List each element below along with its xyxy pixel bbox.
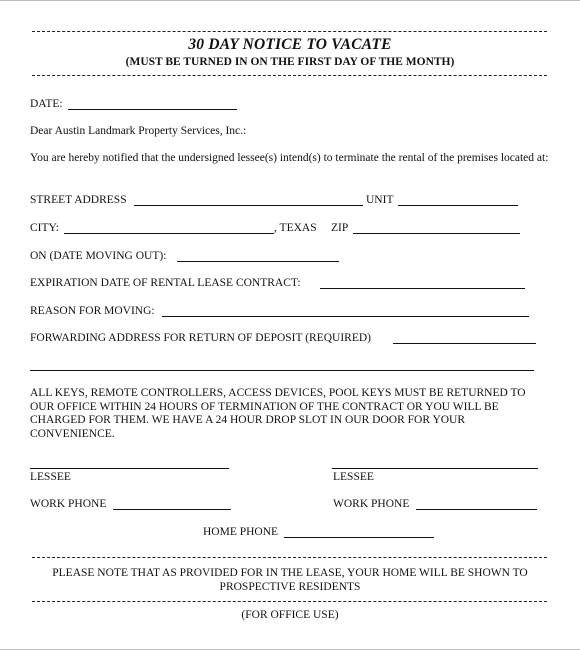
lessee-left-label: LESSEE bbox=[30, 471, 71, 483]
lease-expiration-input-line[interactable] bbox=[320, 288, 525, 289]
date-label: DATE: bbox=[30, 98, 63, 110]
intro-paragraph: You are hereby notified that the undersigned lessee(s) intend(s) to terminate the rental of the premises located at: bbox=[30, 152, 549, 164]
page-top-border bbox=[0, 0, 580, 1]
work-phone-right-input-line[interactable] bbox=[416, 509, 537, 510]
unit-input-line[interactable] bbox=[398, 205, 518, 206]
zip-input-line[interactable] bbox=[353, 233, 520, 234]
lessee-left-signature-line[interactable] bbox=[30, 468, 229, 469]
keys-return-notice: ALL KEYS, REMOTE CONTROLLERS, ACCESS DEVICES, POOL KEYS MUST BE RETURNED TO OUR OFFICE WITHIN 24 HOURS OF TERMINATION OF THE CONTRACT OR YOU WILL BE CHARGED FOR THEM. WE HAVE A 24 HOUR DROP SLOT IN OUR DOOR FOR YOUR CONVENIENCE. bbox=[30, 387, 526, 440]
home-phone-label: HOME PHONE bbox=[203, 526, 279, 538]
reason-for-moving-label: REASON FOR MOVING: bbox=[30, 305, 155, 317]
header-bottom-dashed-rule bbox=[32, 75, 547, 76]
moving-out-date-input-line[interactable] bbox=[177, 261, 339, 262]
home-phone-input-line[interactable] bbox=[284, 537, 434, 538]
showing-notice-text: PLEASE NOTE THAT AS PROVIDED FOR IN THE LEASE, YOUR HOME WILL BE SHOWN TO PROSPECTIVE RESIDENTS bbox=[52, 567, 528, 593]
lessee-right-signature-line[interactable] bbox=[332, 468, 538, 469]
office-use-label: (FOR OFFICE USE) bbox=[241, 609, 339, 621]
form-title: 30 DAY NOTICE TO VACATE bbox=[188, 36, 392, 53]
street-address-label: STREET ADDRESS bbox=[30, 194, 127, 206]
form-subtitle: (MUST BE TURNED IN ON THE FIRST DAY OF THE MONTH) bbox=[125, 56, 455, 68]
greeting-text: Dear Austin Landmark Property Services, Inc.: bbox=[30, 125, 247, 137]
street-address-input-line[interactable] bbox=[134, 205, 363, 206]
forwarding-address-label: FORWARDING ADDRESS FOR RETURN OF DEPOSIT (REQUIRED) bbox=[30, 332, 371, 344]
moving-out-date-label: ON (DATE MOVING OUT): bbox=[30, 250, 167, 262]
work-phone-left-label: WORK PHONE bbox=[30, 498, 107, 510]
forwarding-address-second-line[interactable] bbox=[30, 370, 534, 371]
forwarding-address-input-line[interactable] bbox=[393, 343, 536, 344]
city-label: CITY: bbox=[30, 222, 59, 234]
work-phone-left-input-line[interactable] bbox=[113, 509, 231, 510]
zip-label: ZIP bbox=[331, 222, 349, 234]
header-top-dashed-rule bbox=[32, 31, 547, 32]
footer-top-dashed-rule bbox=[32, 557, 547, 558]
reason-for-moving-input-line[interactable] bbox=[162, 316, 529, 317]
lease-expiration-label: EXPIRATION DATE OF RENTAL LEASE CONTRACT: bbox=[30, 277, 301, 289]
lessee-right-label: LESSEE bbox=[333, 471, 374, 483]
date-input-line[interactable] bbox=[68, 109, 237, 110]
unit-label: UNIT bbox=[366, 194, 394, 206]
work-phone-right-label: WORK PHONE bbox=[333, 498, 410, 510]
state-texas-label: , TEXAS bbox=[274, 222, 317, 234]
footer-bottom-dashed-rule bbox=[32, 601, 547, 602]
city-input-line[interactable] bbox=[64, 233, 274, 234]
